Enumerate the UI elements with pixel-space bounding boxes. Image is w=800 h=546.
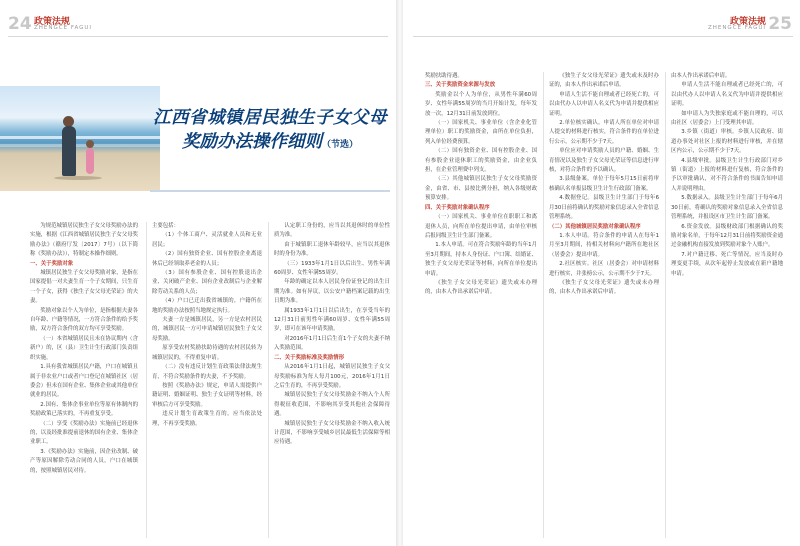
section-title-right: 政策法规 — [729, 17, 766, 27]
paragraph: 《独生子女父母光荣证》遗失或未及时办证的，由本人作出承诺后申请。 — [549, 73, 659, 89]
paragraph: （二）国有独资企业、国有控股企业、国有参股企业退休职工的奖励资金，由企业负担，在企业管理费中列支。 — [425, 148, 537, 174]
paragraph: 奖励对象以个人为单位，是指根据夫妻各自年龄、户籍等情况，一方符合条件的给予奖励，双方符合条件的双方均可享受奖励。 — [30, 307, 138, 333]
section-heading: （二）其他城镇居民奖励对象确认程序 — [549, 223, 641, 230]
paragraph: （三）1933年1月1日以后出生、男性年满60周岁、女性年满55周岁。 — [274, 260, 390, 277]
right-page — [403, 0, 800, 546]
section-title-left: 政策法规 — [34, 17, 71, 27]
paragraph: 为规范城镇居民独生子女父母奖励办法的实施，根据《江西省城镇居民独生子女父母奖励办法》（赣府厅发〔2017〕7号）（以下简称《奖励办法》），特制定本操作细则。 — [30, 223, 138, 258]
paragraph: 城镇居民独生子女父母奖励对象，是指在国家提倡一对夫妻生育一个子女期间，只生育一个子女，获得《独生子女父母光荣证》的夫妻。 — [30, 270, 138, 305]
paragraph: 城镇居民独生子女父母奖励金不纳入个人所得税征收范围，不影响其享受其他社会保障待遇。 — [274, 392, 390, 418]
paragraph: 年龄的确定以本人居民身份证登记的出生日期为准。如有异议，以公安户籍档案记载的出生日期为准。 — [274, 279, 390, 305]
left-column-1 — [30, 222, 138, 476]
paragraph: （一）国家机关、事业单位（含企业化管理单位）职工的奖励资金，由所在单位负担，列入单位经费预算。 — [425, 120, 537, 145]
paragraph: 由于城镇职工退休年龄较早，应当以其退休时的身份为准。 — [274, 241, 390, 258]
paragraph: （1）个体工商户、灵活就业人员和无业居民； — [152, 232, 262, 248]
paragraph: 对2016年1月1日后生育1个子女的夫妻不纳入奖励范围。 — [274, 335, 390, 352]
paragraph: 《独生子女父母光荣证》遗失或未办理的，由本人作出承诺后申请。 — [425, 279, 537, 296]
paragraph: 3.《奖励办法》实施前，因企业改制、破产等原因解除劳动合同的人员，户口在城镇的，按照城镇居民对待。 — [30, 448, 138, 474]
column-divider — [665, 72, 666, 538]
paragraph: 奖励扶助待遇。 — [425, 73, 463, 79]
beach-photo — [0, 86, 160, 191]
left-column-3 — [274, 222, 390, 448]
paragraph: 3.乡镇（街道）审核。乡镇人民政府、街道办事处对社区上报的材料进行审核，并在辖区内公示，公示期不少于7天。 — [671, 129, 783, 155]
section-heading: 三、关于奖励资金来源与发放 — [425, 82, 496, 89]
paragraph: （2）国有独资企业、国有控股企业离退休后已经领取养老金的人员； — [152, 251, 262, 267]
title-underline — [150, 190, 390, 192]
paragraph: 从2016年1月1日起，城镇居民独生子女父母奖励标准为每人每月100元，2016年1月1日之后生育的，不再享受奖励。 — [274, 364, 390, 389]
paragraph: 主要包括： — [152, 223, 179, 229]
paragraph: 6.资金发放。县级财政部门根据确认的奖励对象名单，于每年12月31日前将奖励资金通过金融机构直接发放到奖励对象个人账户。 — [671, 223, 783, 249]
paragraph: （3）国有参股企业、国有控股退出企业、关闭破产企业、国有企业改制后与企业解除劳动关系的人员； — [152, 270, 262, 295]
paragraph: 如申请人为失独家庭或不能自理的，可以由社区（居委会）上门受理其申请。 — [671, 110, 783, 127]
paragraph: 4.数据登记。县级卫生计生部门于每年6月30日前将确认的奖励对象信息录入全省信息管理系统。 — [549, 195, 659, 221]
paragraph: （二）享受《奖励办法》实施前已经退休的，以及经批准提前退休的国有企业、集体企业职工。 — [30, 420, 138, 446]
section-subtitle-right: ZHENGCE FAGUI — [707, 25, 766, 31]
article-title — [150, 106, 390, 157]
paragraph: （二）没有违反计划生育政策法律法规生育，不符合奖励条件的夫妻，不予奖励。 — [152, 364, 262, 380]
paragraph: 2.国有、集体企事业单位等原有体制内的奖励政策已落实的，不再重复享受。 — [30, 401, 138, 418]
paragraph: 属1933年1月1日以后出生，在享受当年的12月31日前男性年满60周岁、女性年满55周岁，即可在该年申请奖励。 — [274, 307, 390, 333]
column-divider — [268, 222, 269, 538]
paragraph: 3.县级备案。单位于每年5月15日前将审核确认名单报县级卫生计生行政部门备案。 — [549, 176, 659, 192]
paragraph: 违反计划生育政策生育的，应当依法处理，不再享受奖励。 — [152, 411, 262, 427]
section-heading: 一、关于奖励对象 — [30, 260, 74, 267]
paragraph: 《独生子女父母光荣证》遗失或未办理的，由本人作出承诺后申请。 — [549, 279, 659, 296]
section-heading: 四、关于奖励对象确认程序 — [425, 204, 490, 211]
paragraph: 城镇居民独生子女父母奖励金不纳入收入统计范围，不影响享受城乡居民最低生活保障等相应待遇。 — [274, 420, 390, 446]
paragraph: 5.数据录入。县级卫生计生部门于每年6月30日前，将确认的奖励对象信息录入全省信息管理系统，并报设区市卫生计生部门备案。 — [671, 195, 783, 221]
paragraph: （一）国家机关、事业单位在职职工和离退休人员，向所在单位提出申请，由单位审核后报同级卫生计生部门备案。 — [425, 214, 537, 239]
paragraph: 原享受农村奖励扶助待遇的农村居民转为城镇居民的，不得重复申请。 — [152, 345, 262, 361]
paragraph: 按照《奖励办法》规定，申请人需提供户籍证明、婚姻证明、独生子女证明等材料，经审核后方可享受奖励。 — [152, 382, 262, 408]
paragraph: 申请人生活不能自理或者已经死亡的，可以由代办人以申请人名义代为申请并提供相应证明。 — [671, 82, 783, 108]
title-line-2-wrap — [150, 130, 390, 157]
right-column-2 — [549, 72, 659, 298]
paragraph: 认定职工身份的，应当以其退休时的单位性质为准。 — [274, 223, 390, 239]
paragraph: 2.社区核实。社区（居委会）对申请材料进行核实，并张榜公示，公示期不少于7天。 — [549, 261, 659, 277]
paragraph: 1.本人申请。可在符合奖励年龄的当年1月至3月期间，持本人身份证、户口簿、结婚证、独生子女父母光荣证等材料，向所在单位提出申请。 — [425, 242, 537, 277]
header-rule-right — [413, 36, 793, 37]
paragraph: 由本人作出承诺后申请。 — [671, 73, 731, 79]
paragraph: 2.单位核实确认。申请人所在单位对申请人提交的材料进行核实，符合条件的在单位进行公示，公示期不少于7天。 — [549, 120, 659, 145]
paragraph: 7.对户籍迁移、死亡等情况，应当及时办理变更手续，从次年起停止发放或在新户籍地申请。 — [671, 251, 783, 277]
paragraph: 申请人生活不能自理或者已经死亡的，可以由代办人以申请人名义代为申请并提供相应证明。 — [549, 91, 659, 117]
title-line-1: 江西省城镇居民独生子女父母 — [153, 108, 387, 128]
paragraph: 夫妻一方是城镇居民，另一方是农村居民的，城镇居民一方可申请城镇居民独生子女父母奖励。 — [152, 317, 262, 342]
section-heading: 二、关于奖励标准及奖励情形 — [274, 354, 345, 361]
column-divider — [543, 72, 544, 538]
column-divider — [146, 222, 147, 538]
left-page — [0, 0, 397, 546]
paragraph: 1.具有我省城镇居民户籍，户口在城镇且属于非农业户口或者户口登记在城镇社区（居委会）但未在国有企业、集体企业或其他单位就业的居民。 — [30, 364, 138, 399]
header-rule-left — [8, 36, 388, 37]
paragraph: 4.县级审批。县级卫生计生行政部门对乡镇（街道）上报的材料进行复核，符合条件的予以审批确认，对不符合条件的书面告知申请人并说明理由。 — [671, 157, 783, 192]
paragraph: 奖励金以个人为单位，从男性年满60周岁、女性年满55周岁的当月开始计发，每年发放一次，12月31日前发放到位。 — [425, 91, 537, 117]
page-number-left: 24 — [8, 14, 32, 34]
right-column-1 — [425, 72, 537, 298]
paragraph: （4）户口已迁出我省城镇的，户籍所在地的奖励办法按照当地规定执行。 — [152, 298, 262, 314]
right-column-3 — [671, 72, 783, 279]
paragraph: （三）其他城镇居民独生子女父母奖励资金，由省、市、县按比例分担，纳入各级财政预算安排。 — [425, 176, 537, 202]
paragraph: （一）本省城镇居民且未在协议期内（含新户）的，区（县）卫生计生行政部门负责组织实施。 — [30, 335, 138, 361]
left-column-2 — [152, 222, 262, 429]
title-line-2: 奖励办法操作细则 — [181, 132, 322, 152]
paragraph: 单位应对申请奖励人员的户籍、婚姻、生育情况以及独生子女父母光荣证等信息进行审核，对符合条件的予以确认。 — [549, 148, 659, 174]
title-suffix: （节选） — [321, 140, 358, 150]
section-subtitle-left: ZHENGCE FAGUI — [34, 25, 93, 31]
paragraph: 1.本人申请。符合条件的申请人在每年1月至3月期间，持相关材料向户籍所在地社区（居委会）提出申请。 — [549, 232, 659, 258]
page-number-right: 25 — [768, 14, 792, 34]
